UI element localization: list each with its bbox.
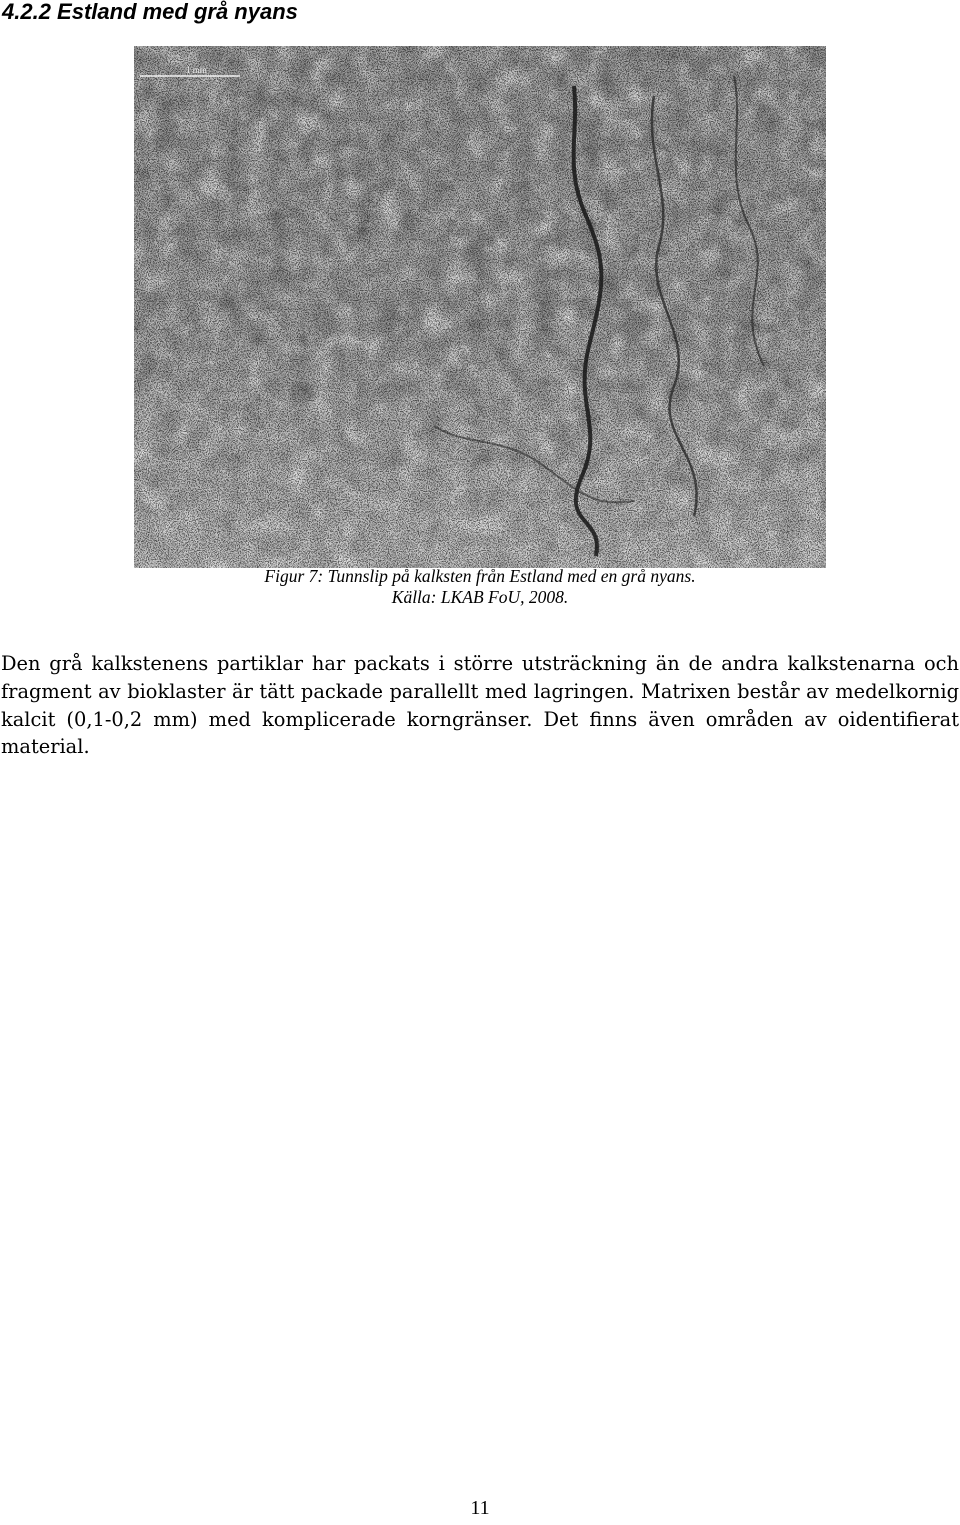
micrograph-image bbox=[134, 46, 826, 568]
body-paragraph: Den grå kalkstenens partiklar har packats i större utsträckning än de andra kalkstenarna och fragment av bioklaster är tätt packade parallellt med lagringen. Matrixen består av medelkornig kalcit (0,1-0,2 mm) med komplicerade korngränser. Det finns även områden av oidentifierat material. bbox=[1, 652, 959, 759]
section-heading: 4.2.2 Estland med grå nyans bbox=[2, 0, 298, 24]
caption-line-1: Figur 7: Tunnslip på kalksten från Estland med en grå nyans. bbox=[264, 566, 696, 586]
scale-bar-label: 1 mm bbox=[186, 65, 207, 75]
caption-line-2: Källa: LKAB FoU, 2008. bbox=[391, 587, 569, 607]
figure-caption bbox=[0, 566, 960, 608]
thin-section-micrograph bbox=[134, 46, 826, 568]
page-number: 11 bbox=[470, 1497, 490, 1519]
